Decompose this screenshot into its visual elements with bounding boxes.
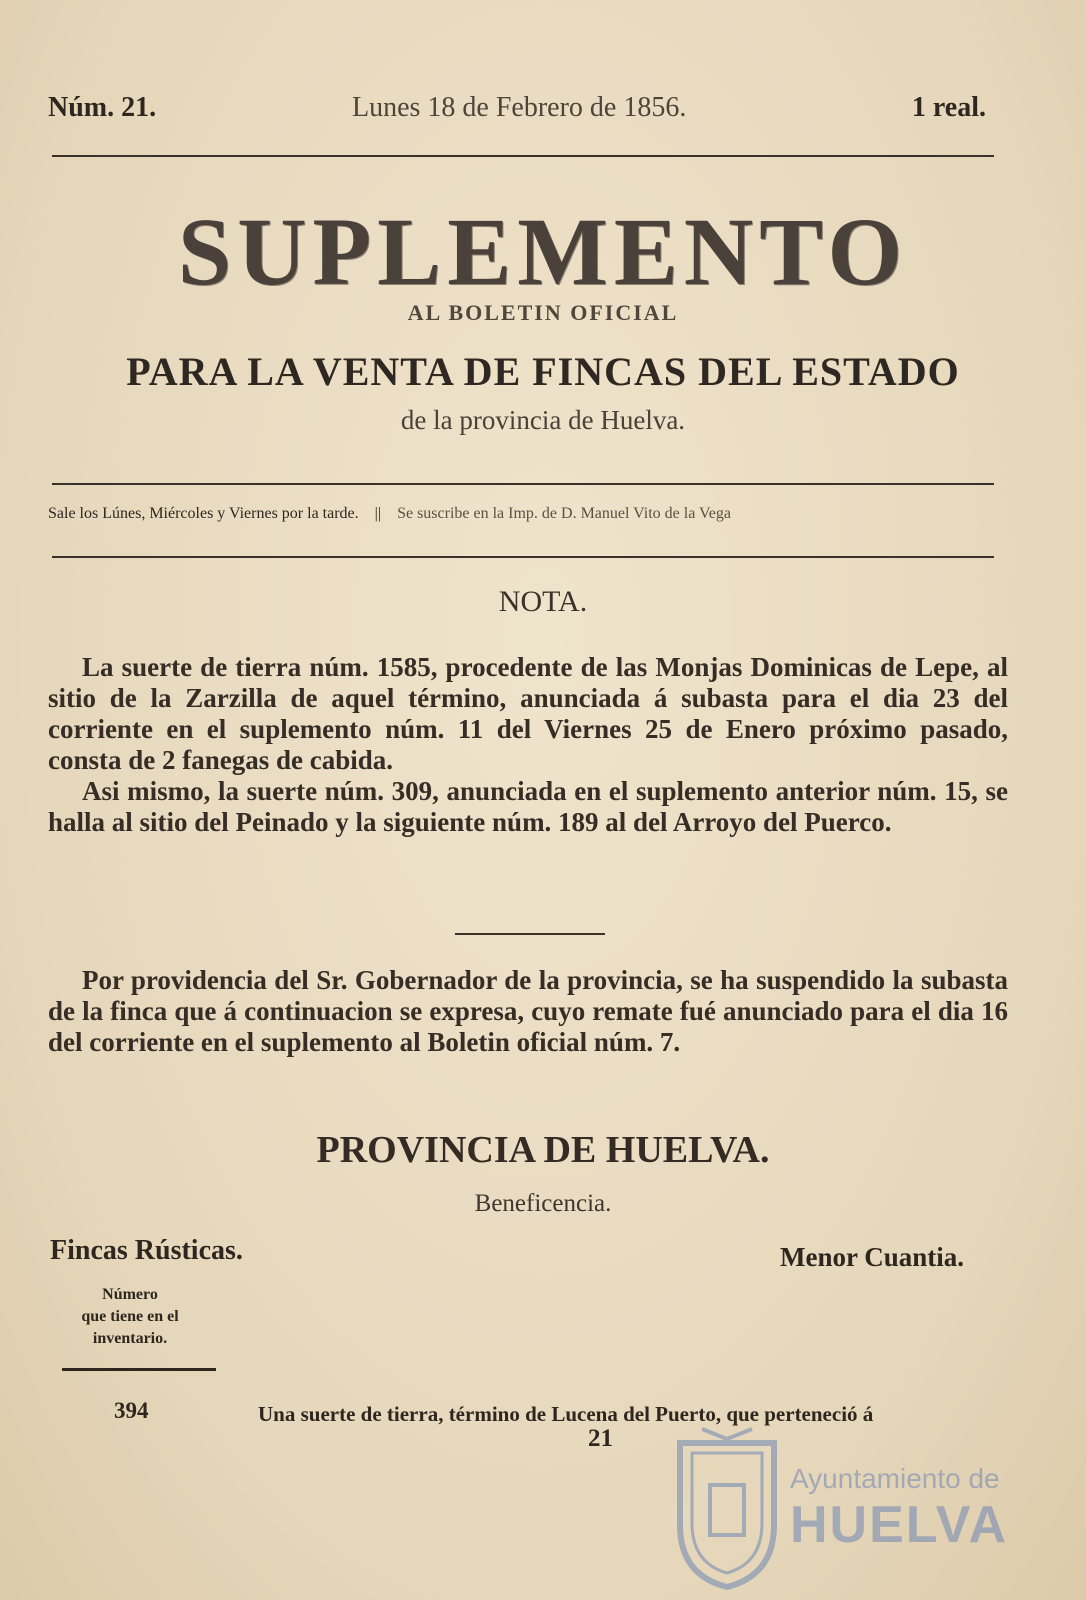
issue-price: 1 real. [911,92,986,123]
issue-date: Lunes 18 de Febrero de 1856. [352,92,687,123]
masthead-title: SUPLEMENTO [177,198,909,305]
entry-text: Una suerte de tierra, término de Lucena del Puerto, que perteneció á [258,1402,874,1426]
watermark-line-2: HUELVA [790,1496,1009,1554]
nota-paragraph: La suerte de tierra núm. 1585, procedente de las Monjas Dominicas de Lepe, al sitio de la Zarzilla de aquel término, anunciada á subasta para el dia 23 del corriente en el suplemento núm. 11 del Viernes 25 de Enero próximo pasado, consta de 2 fanegas de cabida. [48,652,1008,775]
info-top-rule [52,483,994,485]
subscription-text: Se suscribe en la Imp. de D. Manuel Vito de la Vega [397,505,731,522]
inventory-label-line: que tiene en el [81,1308,179,1325]
watermark-line-1: Ayuntamiento de [790,1463,1000,1494]
ayuntamiento-watermark [672,1425,1082,1595]
issue-number: Núm. 21. [48,92,157,123]
info-bottom-rule [52,556,994,558]
section-divider [455,933,605,935]
beneficencia-label: Beneficencia. [474,1190,612,1217]
notice-body [48,965,1008,1058]
menor-cuantia-label: Menor Cuantia. [779,1242,964,1272]
city-shield-icon [672,1425,782,1590]
entry-number: 394 [114,1398,149,1423]
nota-paragraph: Asi mismo, la suerte núm. 309, anunciada en el suplemento anterior núm. 15, se halla al sitio del Peinado y la siguiente núm. 189 al del Arroyo del Puerco. [48,776,1008,837]
page-number: 21 [588,1425,613,1452]
masthead-heading: PARA LA VENTA DE FINCAS DEL ESTADO [126,349,960,394]
header-rule [52,155,994,157]
inventory-label-line: inventario. [92,1330,168,1347]
info-separator: || [374,505,382,522]
notice-paragraph: Por providencia del Sr. Gobernador de la provincia, se ha suspendido la subasta de la finca que á continuacion se expresa, cuyo remate fué anunciado para el dia 16 del corriente en el suplemento al Boletin oficial núm. 7. [48,965,1008,1057]
masthead-province: de la provincia de Huelva. [400,405,686,435]
province-title: PROVINCIA DE HUELVA. [316,1129,770,1171]
info-line [48,505,1008,523]
inventory-label-line: Número [102,1286,158,1303]
nota-title: NOTA. [498,585,588,618]
nota-body [48,652,1008,838]
inventory-rule [62,1368,216,1371]
fincas-rusticas-label: Fincas Rústicas. [50,1235,243,1266]
schedule-text: Sale los Lúnes, Miércoles y Viernes por la tarde. [48,505,359,522]
inventory-column-label [50,1284,210,1350]
masthead-subtitle: AL BOLETIN OFICIAL [407,300,679,325]
